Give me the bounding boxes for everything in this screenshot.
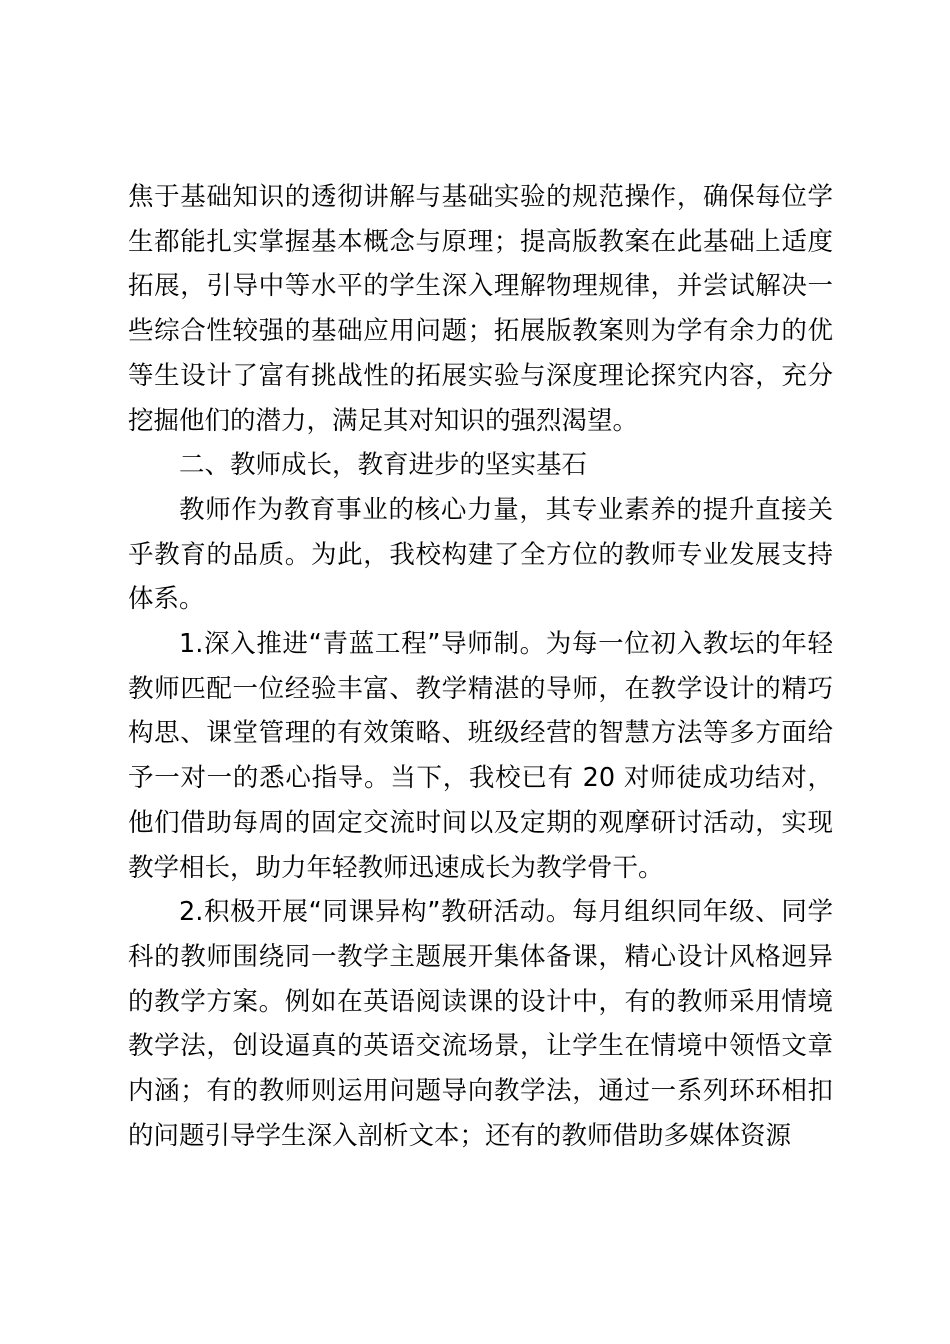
- paragraph-item-1: 1.深入推进“青蓝工程”导师制。为每一位初入教坛的年轻教师匹配一位经验丰富、教学精湛的导师，在教学设计的精巧构思、课堂管理的有效策略、班级经营的智慧方法等多方面给予一对一的悉心指导。当下，我校已有 20 对师徒成功结对，他们借助每周的固定交流时间以及定期的观摩研讨活动，实现教学相长，助力年轻教师迅速成长为教学骨干。: [128, 629, 833, 883]
- document-body: [128, 175, 833, 1158]
- section-heading: 二、教师成长，教育进步的坚实基石: [179, 450, 588, 481]
- paragraph-intro: 教师作为教育事业的核心力量，其专业素养的提升直接关乎教育的品质。为此，我校构建了全方位的教师专业发展支持体系。: [128, 494, 833, 615]
- paragraph-item-2: 2.积极开展“同课异构”教研活动。每月组织同年级、同学科的教师围绕同一教学主题展开集体备课，精心设计风格迥异的教学方案。例如在英语阅读课的设计中，有的教师采用情境教学法，创设逼真的英语交流场景，让学生在情境中领悟文章内涵；有的教师则运用问题导向教学法，通过一系列环环相扣的问题引导学生深入剖析文本；还有的教师借助多媒体资源: [128, 897, 833, 1151]
- paragraph-continuation: 焦于基础知识的透彻讲解与基础实验的规范操作，确保每位学生都能扎实掌握基本概念与原理；提高版教案在此基础上适度拓展，引导中等水平的学生深入理解物理规律，并尝试解决一些综合性较强的基础应用问题；拓展版教案则为学有余力的优等生设计了富有挑战性的拓展实验与深度理论探究内容，充分挖掘他们的潜力，满足其对知识的强烈渴望。: [128, 182, 833, 436]
